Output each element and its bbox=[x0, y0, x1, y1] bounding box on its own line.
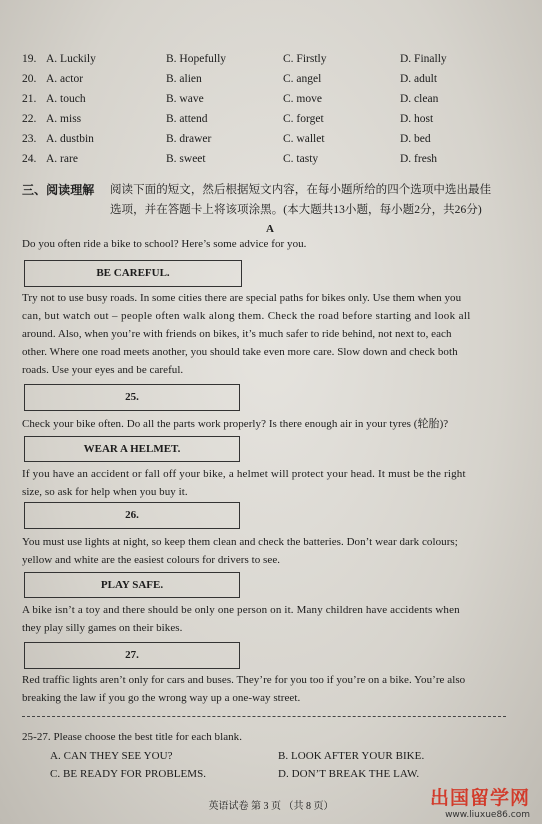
option-b: B. alien bbox=[166, 73, 202, 85]
paragraph-line: You must use lights at night, so keep them clean and check the batteries. Don’t wear dark colours; bbox=[22, 536, 458, 548]
paragraph-line: Red traffic lights aren’t only for cars and buses. They’re for you too if you’re on a bike. You’re also bbox=[22, 674, 466, 686]
option-c: C. angel bbox=[283, 73, 322, 85]
watermark-logo-text: 出国留学网 bbox=[429, 787, 530, 809]
question-text: 25-27. Please choose the best title for each blank. bbox=[22, 731, 243, 743]
question-number: 21. bbox=[22, 93, 37, 105]
heading-box: WEAR A HELMET. bbox=[24, 436, 240, 462]
passage-label: A bbox=[266, 223, 274, 235]
section-title: 三、阅读理解 bbox=[22, 183, 95, 197]
paragraph-line: they play silly games on their bikes. bbox=[22, 622, 183, 634]
question-number: 22. bbox=[22, 113, 37, 125]
blank-box: 25. bbox=[24, 384, 240, 411]
option-d: D. host bbox=[400, 113, 434, 125]
dashed-divider bbox=[22, 716, 506, 717]
option-c: C. move bbox=[283, 93, 322, 105]
paragraph-line: A bike isn’t a toy and there should be only one person on it. Many children have accidents when bbox=[22, 604, 460, 616]
option-b: B. wave bbox=[166, 93, 204, 105]
paragraph-line: around. Also, when you’re with friends on bikes, it’s much safer to ride behind, not next to, each bbox=[22, 328, 452, 340]
option-row bbox=[0, 53, 542, 71]
option-a: A. rare bbox=[46, 153, 78, 165]
paragraph-line: can, but watch out – people often walk along them. Check the road before starting and look all bbox=[22, 310, 471, 322]
option-d: D. Finally bbox=[400, 53, 447, 65]
paragraph-line: breaking the law if you go the wrong way up a one-way street. bbox=[22, 692, 301, 704]
paragraph-line: Try not to use busy roads. In some cities there are special paths for bikes only. Use them when you bbox=[22, 292, 462, 304]
option-a: A. miss bbox=[46, 113, 82, 125]
paragraph-line: roads. Use your eyes and be careful. bbox=[22, 364, 184, 376]
heading-box: PLAY SAFE. bbox=[24, 572, 240, 598]
option-a: A. Luckily bbox=[46, 53, 96, 65]
option-c: C. Firstly bbox=[283, 53, 327, 65]
option-a: A. actor bbox=[46, 73, 84, 85]
option-row bbox=[0, 93, 542, 111]
blank-box: 26. bbox=[24, 502, 240, 529]
option-b: B. attend bbox=[166, 113, 208, 125]
option-b: B. sweet bbox=[166, 153, 206, 165]
choice-d: D. DON’T BREAK THE LAW. bbox=[278, 768, 420, 780]
option-b: B. Hopefully bbox=[166, 53, 227, 65]
option-d: D. fresh bbox=[400, 153, 438, 165]
paragraph-line: If you have an accident or fall off your bike, a helmet will protect your head. It must be the right bbox=[22, 468, 466, 480]
question-number: 23. bbox=[22, 133, 37, 145]
page-footer: 英语试卷 第 3 页 （共 8 页） bbox=[208, 801, 334, 812]
option-a: A. touch bbox=[46, 93, 86, 105]
watermark-url: www.liuxue86.com bbox=[445, 810, 530, 820]
choice-b: B. LOOK AFTER YOUR BIKE. bbox=[278, 750, 425, 762]
option-c: C. wallet bbox=[283, 133, 325, 145]
paragraph-line: yellow and white are the easiest colours for drivers to see. bbox=[22, 554, 281, 566]
question-number: 20. bbox=[22, 73, 37, 85]
section-instruction: 选项，并在答题卡上将该项涂黑。(本大题共13小题，每小题2分，共26分) bbox=[110, 204, 482, 216]
heading-box: BE CAREFUL. bbox=[24, 260, 242, 287]
choice-a: A. CAN THEY SEE YOU? bbox=[50, 750, 173, 762]
section-instruction: 阅读下面的短文，然后根据短文内容，在每小题所给的四个选项中选出最佳 bbox=[110, 184, 492, 196]
option-c: C. forget bbox=[283, 113, 324, 125]
option-d: D. adult bbox=[400, 73, 438, 85]
option-row bbox=[0, 73, 542, 91]
paragraph-line: other. Where one road meets another, you should take even more care. Slow down and check both bbox=[22, 346, 458, 358]
passage-intro: Do you often ride a bike to school? Here’s some advice for you. bbox=[22, 238, 307, 250]
option-row bbox=[0, 153, 542, 171]
option-a: A. dustbin bbox=[46, 133, 94, 145]
option-c: C. tasty bbox=[283, 153, 319, 165]
site-watermark bbox=[430, 783, 530, 820]
blank-box: 27. bbox=[24, 642, 240, 669]
option-b: B. drawer bbox=[166, 133, 212, 145]
paragraph-line: size, so ask for help when you buy it. bbox=[22, 486, 188, 498]
choice-c: C. BE READY FOR PROBLEMS. bbox=[50, 768, 207, 780]
question-number: 24. bbox=[22, 153, 37, 165]
option-d: D. clean bbox=[400, 93, 439, 105]
option-d: D. bed bbox=[400, 133, 431, 145]
question-number: 19. bbox=[22, 53, 37, 65]
option-row bbox=[0, 113, 542, 131]
option-row bbox=[0, 133, 542, 151]
paragraph-line: Check your bike often. Do all the parts work properly? Is there enough air in your tyres (轮胎)? bbox=[22, 418, 449, 430]
